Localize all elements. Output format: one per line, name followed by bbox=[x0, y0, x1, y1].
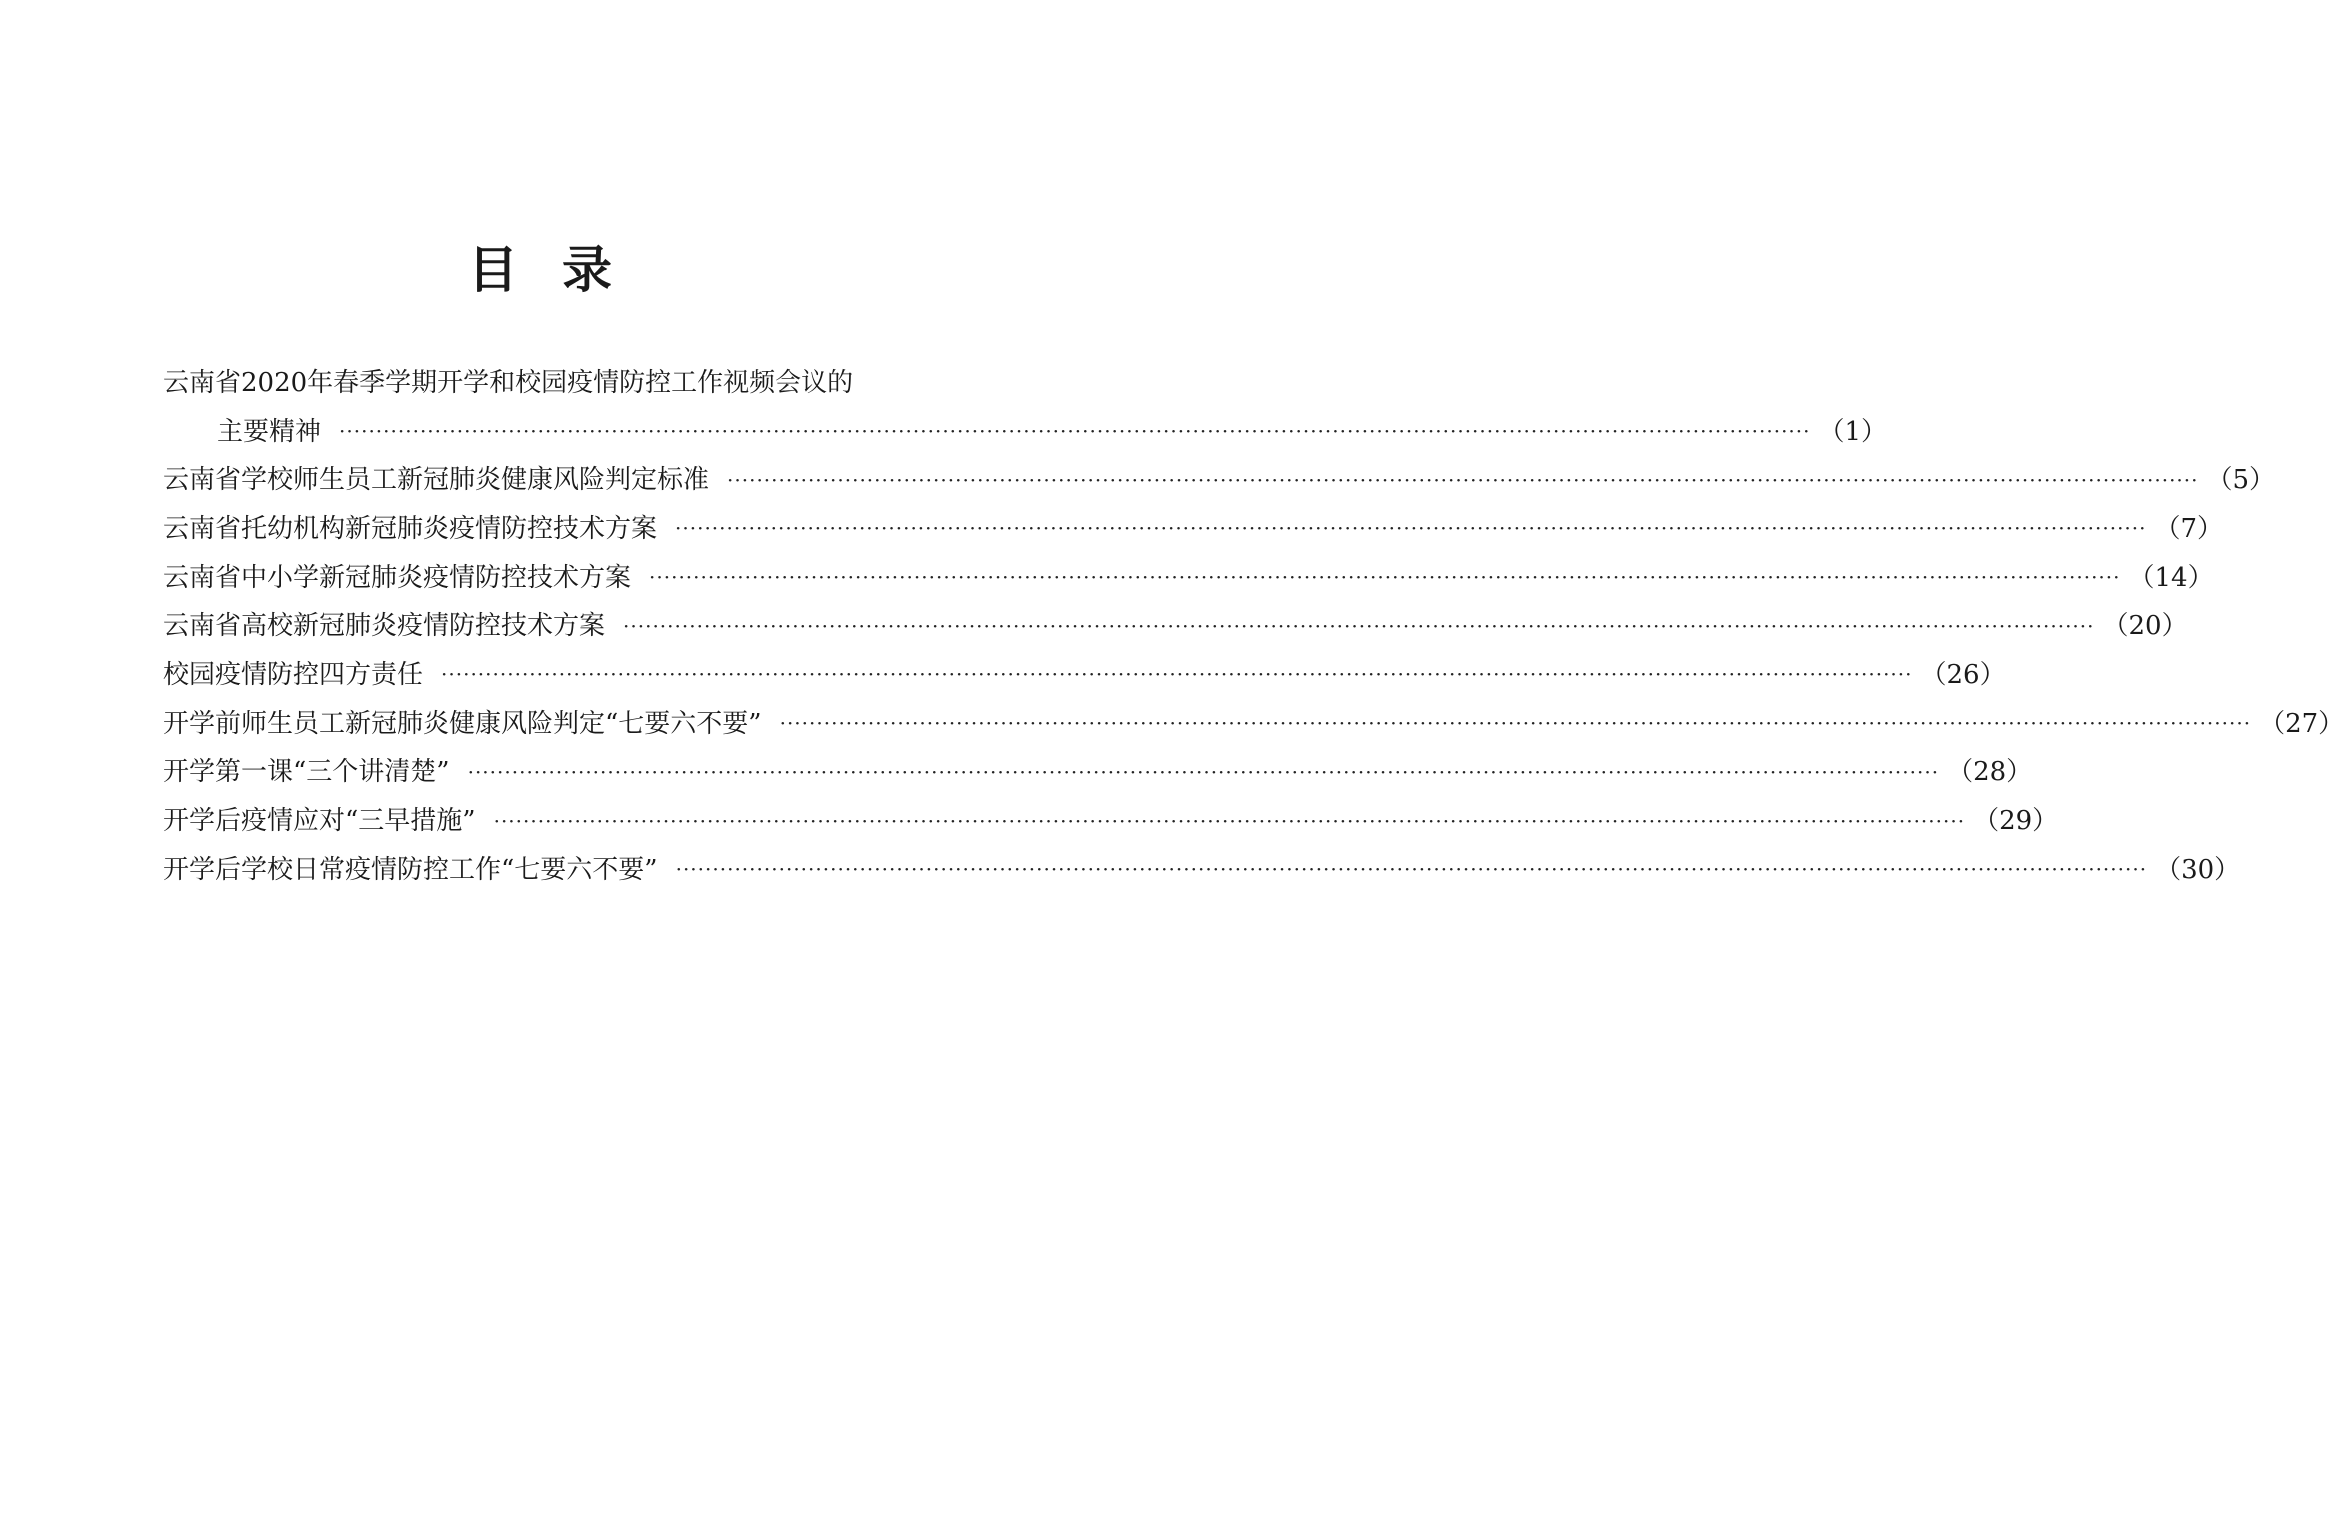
toc-page-number: （20） bbox=[2102, 611, 2188, 642]
toc-entry bbox=[163, 746, 2033, 795]
toc-leader-dots: ········································································································································································································ bbox=[623, 613, 2095, 638]
toc-page-number: （14） bbox=[2128, 562, 2214, 593]
toc-entry bbox=[163, 794, 2059, 843]
toc-entry-text: 主要精神 bbox=[217, 416, 322, 447]
toc-page-number: （29） bbox=[1973, 806, 2059, 837]
toc-entry bbox=[163, 697, 2344, 746]
toc-page-number: （7） bbox=[2154, 513, 2224, 544]
toc-leader-dots: ········································································································································································································ bbox=[779, 711, 2252, 736]
title-char-1: 目 bbox=[468, 240, 518, 299]
toc-entry-text: 云南省托幼机构新冠肺炎疫情防控技术方案 bbox=[163, 513, 658, 544]
toc-entry-text: 校园疫情防控四方责任 bbox=[163, 659, 424, 690]
toc-entry bbox=[163, 453, 2276, 502]
toc-leader-dots: ········································································································································································································ bbox=[339, 419, 1811, 444]
toc-entry bbox=[163, 502, 2224, 551]
title-char-2: 录 bbox=[562, 240, 612, 299]
toc-page-number: （28） bbox=[1947, 757, 2033, 788]
toc-page-number: （1） bbox=[1818, 416, 1888, 447]
toc-entry-text: 开学第一课“三个讲清楚” bbox=[163, 757, 450, 788]
toc-entry-text: 云南省学校师生员工新冠肺炎健康风险判定标准 bbox=[163, 465, 710, 496]
toc-entry-text: 开学后疫情应对“三早措施” bbox=[163, 806, 476, 837]
toc-leader-dots: ········································································································································································································ bbox=[675, 857, 2148, 882]
toc-entry bbox=[163, 843, 2241, 892]
toc-leader-dots: ········································································································································································································ bbox=[649, 565, 2121, 590]
toc-entry bbox=[163, 599, 2188, 648]
toc-entry bbox=[163, 648, 2006, 697]
toc-entry-text: 云南省2020年春季学期开学和校园疫情防控工作视频会议的 bbox=[163, 367, 854, 398]
toc-entry bbox=[163, 551, 2214, 600]
table-of-contents bbox=[163, 356, 2344, 892]
toc-entry bbox=[163, 405, 1888, 454]
page-title bbox=[0, 238, 1080, 302]
toc-entry-text: 开学后学校日常疫情防控工作“七要六不要” bbox=[163, 854, 658, 885]
toc-entry-text: 云南省中小学新冠肺炎疫情防控技术方案 bbox=[163, 562, 632, 593]
toc-leader-dots: ········································································································································································································ bbox=[675, 516, 2147, 541]
toc-page-number: （26） bbox=[1920, 659, 2006, 690]
toc-leader-dots: ········································································································································································································ bbox=[467, 759, 1940, 784]
toc-leader-dots: ········································································································································································································ bbox=[441, 662, 1913, 687]
toc-entry-text: 开学前师生员工新冠肺炎健康风险判定“七要六不要” bbox=[163, 708, 762, 739]
toc-entry-text: 云南省高校新冠肺炎疫情防控技术方案 bbox=[163, 611, 606, 642]
toc-page-number: （5） bbox=[2206, 465, 2276, 496]
toc-leader-dots: ········································································································································································································ bbox=[727, 467, 2199, 492]
toc-page-number: （30） bbox=[2155, 854, 2241, 885]
toc-page-number: （27） bbox=[2259, 708, 2344, 739]
toc-entry bbox=[163, 356, 915, 405]
toc-leader-dots: ········································································································································································································ bbox=[493, 808, 1966, 833]
